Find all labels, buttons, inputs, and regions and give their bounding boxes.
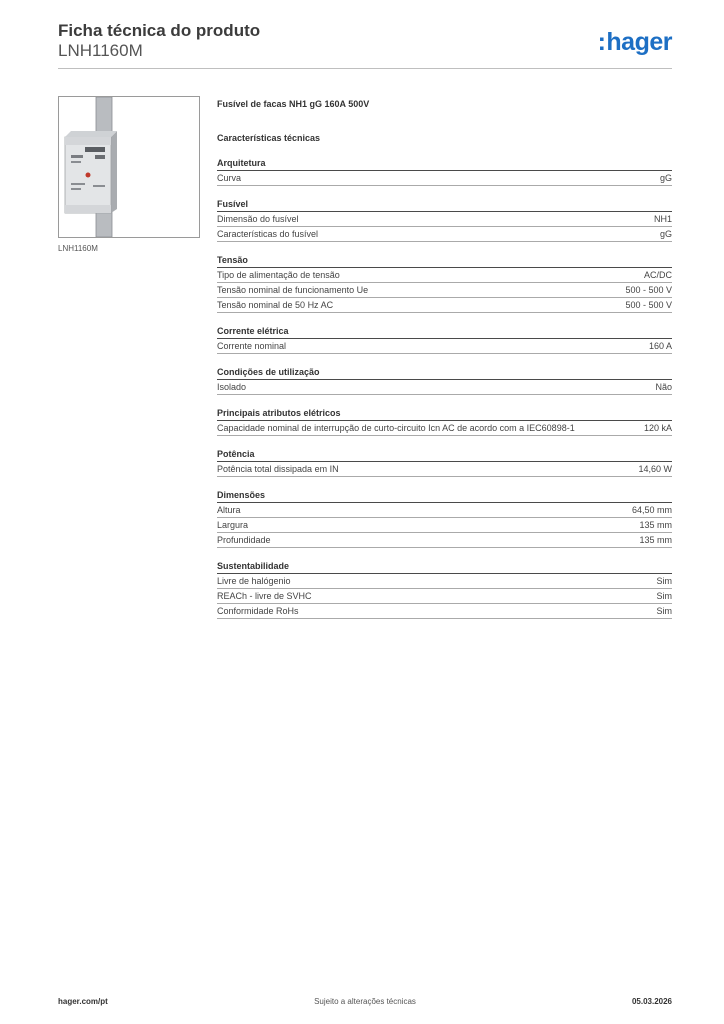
spec-row xyxy=(217,462,672,477)
spec-section xyxy=(217,254,672,313)
spec-value: AC/DC xyxy=(643,270,672,280)
spec-section xyxy=(217,366,672,395)
spec-row xyxy=(217,227,672,242)
spec-value: 160 A xyxy=(648,341,672,351)
section-title: Sustentabilidade xyxy=(217,560,672,574)
spec-row xyxy=(217,298,672,313)
spec-value: 500 - 500 V xyxy=(625,285,672,295)
page-title: Ficha técnica do produto xyxy=(58,21,261,40)
spec-value: 135 mm xyxy=(639,535,672,545)
spec-row xyxy=(217,503,672,518)
spec-value: 14,60 W xyxy=(638,464,672,474)
section-title: Fusível xyxy=(217,198,672,212)
spec-row xyxy=(217,171,672,186)
footer-website: hager.com/pt xyxy=(58,997,108,1006)
spec-section xyxy=(217,407,672,436)
section-title: Arquitetura xyxy=(217,157,672,171)
spec-section xyxy=(217,448,672,477)
spec-label: Livre de halógenio xyxy=(217,576,291,586)
logo-wordmark: hager xyxy=(606,28,672,56)
spec-section xyxy=(217,157,672,186)
page-header xyxy=(58,20,260,61)
spec-row xyxy=(217,268,672,283)
fuse-illustration xyxy=(59,97,199,237)
spec-section xyxy=(217,560,672,619)
product-reference: LNH1160M xyxy=(58,41,143,60)
spec-label: Capacidade nominal de interrupção de curto-circuito Icn AC de acordo com a IEC60898-1 xyxy=(217,423,575,433)
hager-logo xyxy=(598,27,672,57)
spec-row xyxy=(217,421,672,436)
spec-section xyxy=(217,489,672,548)
spec-row xyxy=(217,604,672,619)
spec-value: Sim xyxy=(656,591,672,601)
spec-section xyxy=(217,198,672,242)
spec-row xyxy=(217,339,672,354)
section-title: Dimensões xyxy=(217,489,672,503)
product-name: Fusível de facas NH1 gG 160A 500V xyxy=(217,99,370,109)
spec-value: 135 mm xyxy=(639,520,672,530)
footer-date: 05.03.2026 xyxy=(631,997,672,1006)
spec-row xyxy=(217,283,672,298)
spec-label: Tensão nominal de 50 Hz AC xyxy=(217,300,334,310)
spec-value: Não xyxy=(655,382,672,392)
spec-section xyxy=(217,325,672,354)
spec-row xyxy=(217,380,672,395)
section-title: Tensão xyxy=(217,254,672,268)
spec-row xyxy=(217,533,672,548)
spec-label: Conformidade RoHs xyxy=(217,606,299,616)
spec-sheet xyxy=(217,97,672,619)
spec-label: Dimensão do fusível xyxy=(217,214,299,224)
spec-row xyxy=(217,589,672,604)
spec-value: gG xyxy=(659,173,672,183)
spec-label: Curva xyxy=(217,173,242,183)
spec-label: Corrente nominal xyxy=(217,341,287,351)
spec-label: Tensão nominal de funcionamento Ue xyxy=(217,285,369,295)
spec-label: Altura xyxy=(217,505,241,515)
spec-value: 64,50 mm xyxy=(631,505,672,515)
spec-value: 120 kA xyxy=(643,423,672,433)
section-title: Corrente elétrica xyxy=(217,325,672,339)
spec-label: Largura xyxy=(217,520,249,530)
tech-heading: Características técnicas xyxy=(217,133,321,143)
header-divider xyxy=(58,68,672,69)
footer-disclaimer: Sujeito a alterações técnicas xyxy=(314,997,416,1006)
photo-caption: LNH1160M xyxy=(58,244,98,253)
spec-label: Tipo de alimentação de tensão xyxy=(217,270,340,280)
product-photo xyxy=(58,96,200,238)
spec-sections xyxy=(217,157,672,619)
spec-value: 500 - 500 V xyxy=(625,300,672,310)
spec-row xyxy=(217,574,672,589)
spec-label: REACh - livre de SVHC xyxy=(217,591,312,601)
spec-label: Características do fusível xyxy=(217,229,319,239)
section-title: Principais atributos elétricos xyxy=(217,407,672,421)
spec-value: NH1 xyxy=(653,214,672,224)
spec-value: gG xyxy=(659,229,672,239)
logo-colon-mark: : xyxy=(597,28,606,56)
spec-label: Profundidade xyxy=(217,535,271,545)
section-title: Potência xyxy=(217,448,672,462)
spec-label: Isolado xyxy=(217,382,247,392)
spec-label: Potência total dissipada em IN xyxy=(217,464,339,474)
spec-row xyxy=(217,212,672,227)
section-title: Condições de utilização xyxy=(217,366,672,380)
spec-value: Sim xyxy=(656,606,672,616)
spec-value: Sim xyxy=(656,576,672,586)
spec-row xyxy=(217,518,672,533)
